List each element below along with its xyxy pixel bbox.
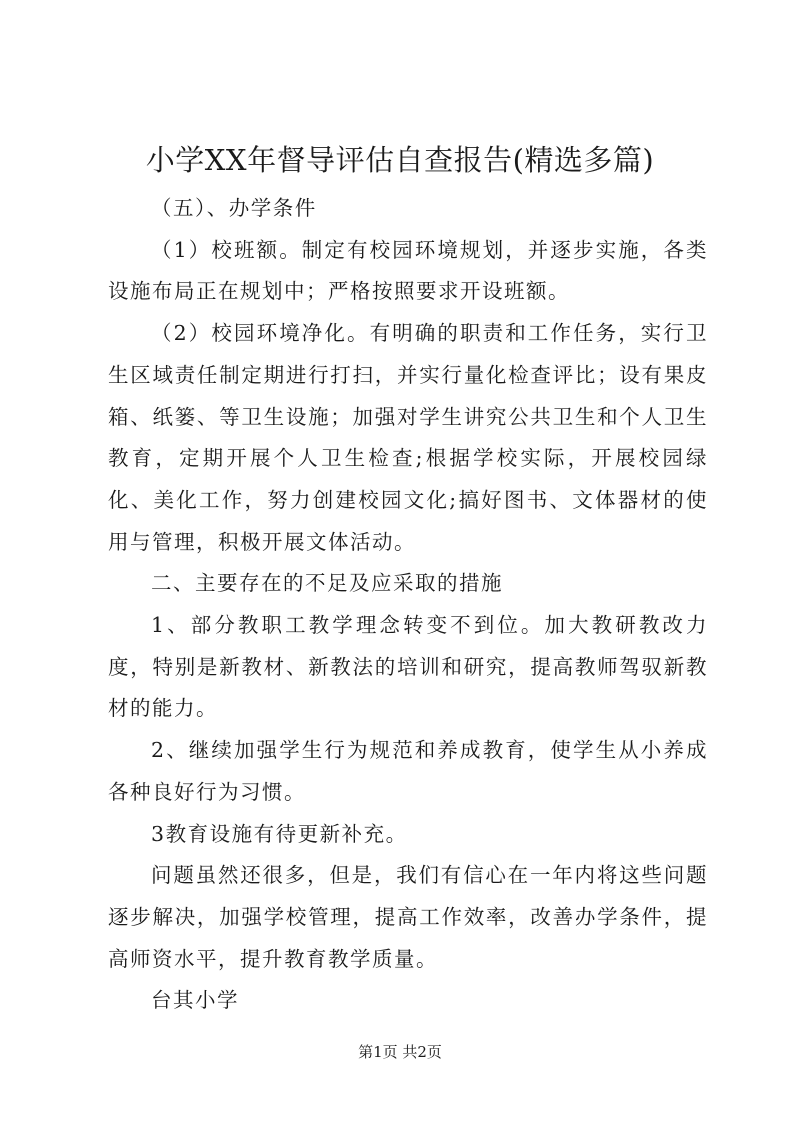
document-title: 小学XX年督导评估自查报告(精选多篇) xyxy=(145,143,655,177)
paragraph-section-2-heading: 二、主要存在的不足及应采取的措施 xyxy=(151,571,504,596)
paragraph-signature: 台其小学 xyxy=(151,988,240,1013)
paragraph-item-3: 3教育设施有待更新补充。 xyxy=(151,821,408,846)
paragraph-class-size: （1）校班额。制定有校园环境规划，并逐步实施，各类设施布局正在规划中；严格按照要求开设班额。 xyxy=(108,237,708,304)
paragraph-item-1: 1、部分教职工教学理念转变不到位。加大教研教改力度，特别是新教材、新教法的培训和研究，提高教师驾驭新教材的能力。 xyxy=(108,613,708,721)
page-footer: 第1页 共2页 xyxy=(358,1043,442,1061)
document-body xyxy=(108,188,708,1022)
paragraph-conclusion: 问题虽然还很多，但是，我们有信心在一年内将这些问题逐步解决，加强学校管理，提高工作效率，改善办学条件，提高师资水平，提升教育教学质量。 xyxy=(108,863,708,971)
paragraph-section-5: （五）、办学条件 xyxy=(151,196,317,220)
paragraph-campus-environment: （2）校园环境净化。有明确的职责和工作任务，实行卫生区域责任制定期进行打扫，并实行量化检查评比；设有果皮箱、纸篓、等卫生设施；加强对学生讲究公共卫生和个人卫生教育，定期开展个人卫生检查;根据学校实际，开展校园绿化、美化工作，努力创建校园文化;搞好图书、文体器材的使用与管理，积极开展文体活动。 xyxy=(108,321,708,554)
paragraph-item-2: 2、继续加强学生行为规范和养成教育，使学生从小养成各种良好行为习惯。 xyxy=(108,738,708,804)
